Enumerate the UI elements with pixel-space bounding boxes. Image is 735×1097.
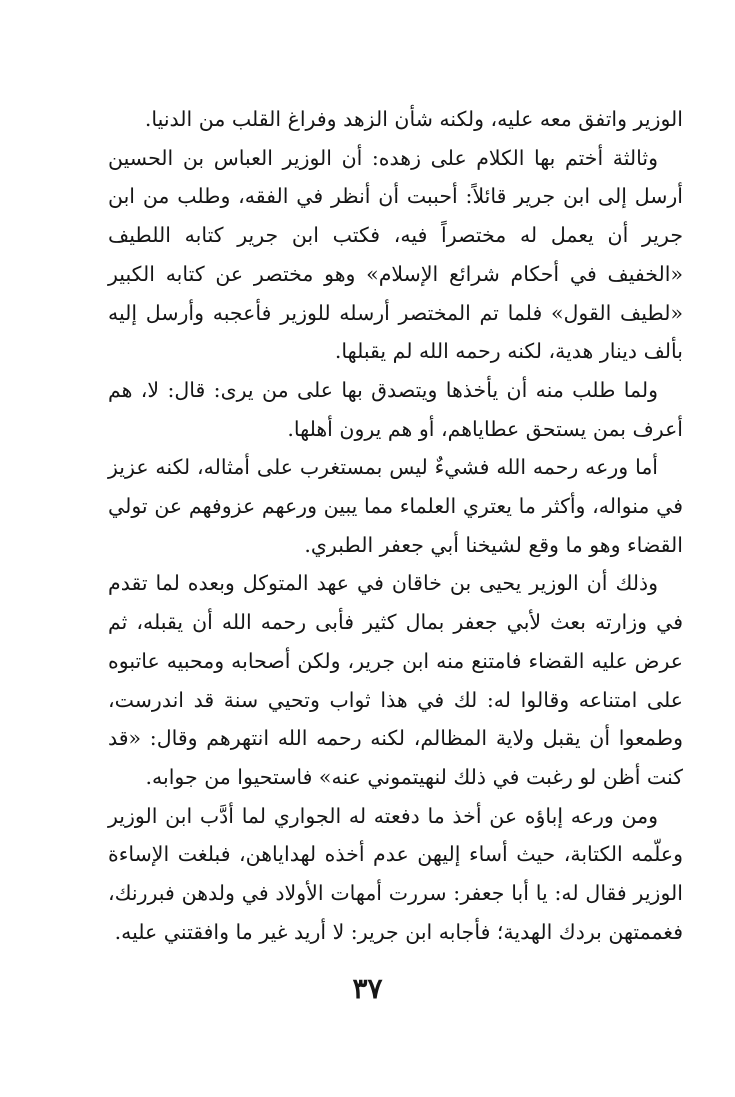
paragraph-2: وثالثة أختم بها الكلام على زهده: أن الوزير العباس بن الحسين أرسل إلى ابن جرير قائلاً: أحببت أن أنظر في الفقه، وطلب من ابن جرير أن يعمل له مختصراً فيه، فكتب ابن جرير كتابه اللطيف «الخفيف في أحكام شرائع الإسلام» وهو مختصر عن كتابه الكبير «لطيف القول» فلما تم المختصر أرسله للوزير فأعجبه وأرسل إليه بألف دينار هدية، لكنه رحمه الله لم يقبلها.: [108, 145, 684, 364]
paragraph-3: ولما طلب منه أن يأخذها ويتصدق بها على من يرى: قال: لا، هم أعرف بمن يستحق عطاياهم، أو هم يرون أهلها.: [108, 377, 683, 441]
paragraph-4: أما ورعه رحمه الله فشيءٌ ليس بمستغرب على أمثاله، لكنه عزيز في منواله، وأكثر ما يعتري العلماء مما يبين ورعهم عزوفهم عن تولي القضاء وهو ما وقع لشيخنا أبي جعفر الطبري.: [108, 455, 683, 557]
book-page-text: [108, 100, 683, 951]
paragraph-5: وذلك أن الوزير يحيى بن خاقان في عهد المتوكل وبعده لما تقدم في وزارته بعث لأبي جعفر بمال كثير فأبى رحمه الله أن يقبله، ثم عرض عليه القضاء فامتنع منه ابن جرير، ولكن أصحابه ومحبيه عاتبوه على امتناعه وقالوا له: لك في هذا ثواب وتحيي سنة قد اندرست، وطمعوا أن يقبل ولاية المظالم، لكنه رحمه الله انتهرهم وقال: «قد كنت أظن لو رغبت في ذلك لنهيتموني عنه» فاستحيوا من جوابه.: [108, 571, 683, 789]
paragraph-6: ومن ورعه إباؤه عن أخذ ما دفعته له الجواري لما أدَّب ابن الوزير وعلّمه الكتابة، حيث أساء إليهن عدم أخذه لهداياهن، فبلغت الإساءة الوزير فقال له: يا أبا جعفر: سررت أمهات الأولاد في ولدهن فبررنك، فغممتهن بردك الهدية؛ فأجابه ابن جرير: لا أريد غير ما وافقتني عليه.: [108, 803, 683, 944]
page-number: ٣٧: [352, 972, 383, 1005]
paragraph-1: الوزير واتفق معه عليه، ولكنه شأن الزهد وفراغ القلب من الدنيا.: [144, 107, 683, 131]
